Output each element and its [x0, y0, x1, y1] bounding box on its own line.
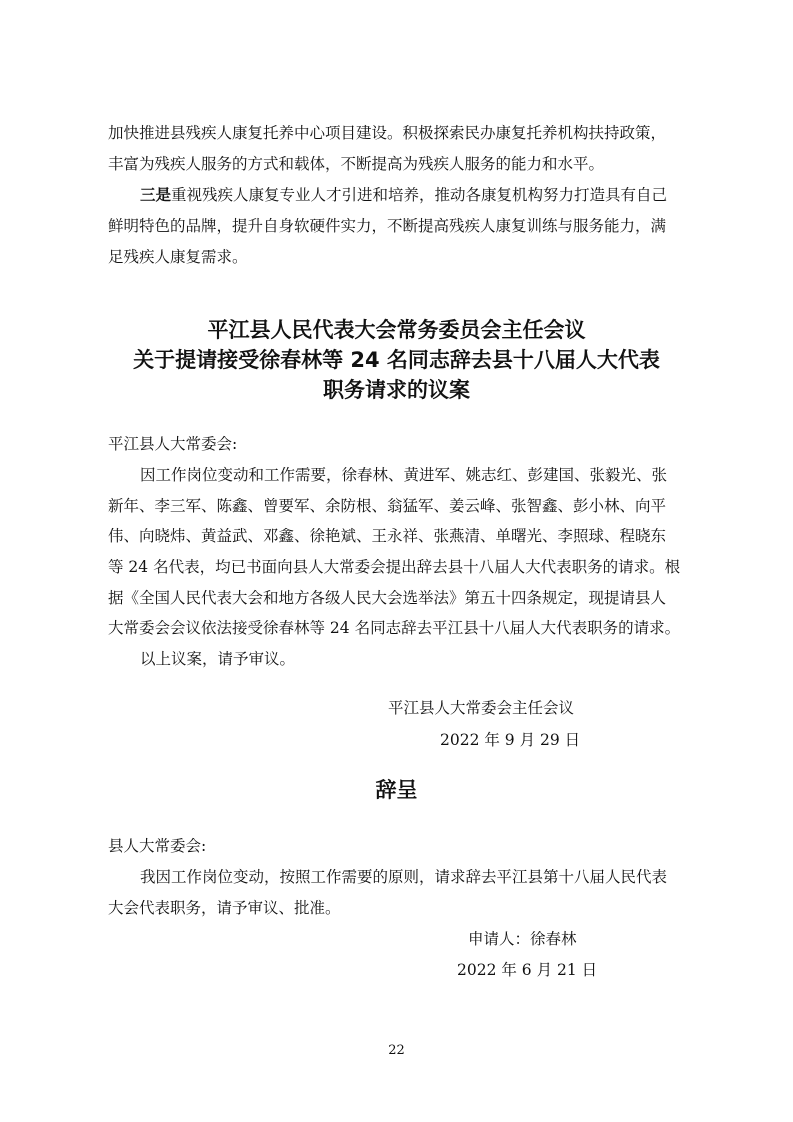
motion-body-line-4: 等 24 名代表，均已书面向县人大常委会提出辞去县十八届人大代表职务的请求。根 — [108, 558, 681, 576]
motion-body-line-3: 伟、向晓炜、黄益武、邓鑫、徐艳斌、王永祥、张燕清、单曙光、李照球、程晓东 — [108, 527, 667, 545]
resignation-body-line-1: 我因工作岗位变动，按照工作需要的原则，请求辞去平江县第十八届人民代表 — [140, 868, 668, 886]
motion-body-line-1: 因工作岗位变动和工作需要，徐春林、黄进军、姚志红、彭建国、张毅光、张 — [140, 466, 668, 484]
page-number: 22 — [388, 1043, 405, 1058]
motion-body-line-5: 据《全国人民代表大会和地方各级人民大会选举法》第五十四条规定，现提请县人 — [108, 589, 667, 607]
third-point-line-3: 足残疾人康复需求。 — [108, 248, 248, 266]
resignation-body-line-2: 大会代表职务，请予审议、批准。 — [108, 899, 341, 917]
resignation-salutation: 县人大常委会: — [108, 837, 207, 855]
third-point-text: 重视残疾人康复专业人才引进和培养，推动各康复机构努力打造具有自己 — [171, 186, 668, 204]
resignation-date: 2022 年 6 月 21 日 — [457, 961, 598, 979]
motion-closing: 以上议案，请予审议。 — [140, 650, 296, 668]
motion-body-line-2: 新年、李三军、陈鑫、曾要军、余防根、翁猛军、姜云峰、张智鑫、彭小林、向平 — [108, 497, 667, 515]
motion-date: 2022 年 9 月 29 日 — [440, 731, 581, 749]
third-point-prefix: 三是 — [140, 185, 172, 204]
motion-title-line-2: 关于提请接受徐春林等 24 名同志辞去县十八届人大代表 — [133, 348, 660, 372]
motion-body-line-6: 大常委会会议依法接受徐春林等 24 名同志辞去平江县十八届人大代表职务的请求。 — [108, 619, 681, 637]
resignation-applicant: 申请人：徐春林 — [468, 930, 577, 948]
third-point-line-2: 鲜明特色的品牌，提升自身软硬件实力，不断提高残疾人康复训练与服务能力，满 — [108, 217, 667, 235]
motion-signature: 平江县人大常委会主任会议 — [388, 699, 575, 717]
motion-title-line-1: 平江县人民代表大会常务委员会主任会议 — [207, 318, 586, 342]
intro-line-1: 加快推进县残疾人康复托养中心项目建设。积极探索民办康复托养机构扶持政策， — [108, 124, 667, 142]
motion-title-line-3: 职务请求的议案 — [323, 378, 470, 402]
resignation-title: 辞呈 — [375, 778, 418, 802]
motion-salutation: 平江县人大常委会: — [108, 435, 238, 453]
intro-line-2: 丰富为残疾人服务的方式和载体，不断提高为残疾人服务的能力和水平。 — [108, 155, 605, 173]
third-point-line-1 — [140, 183, 720, 205]
